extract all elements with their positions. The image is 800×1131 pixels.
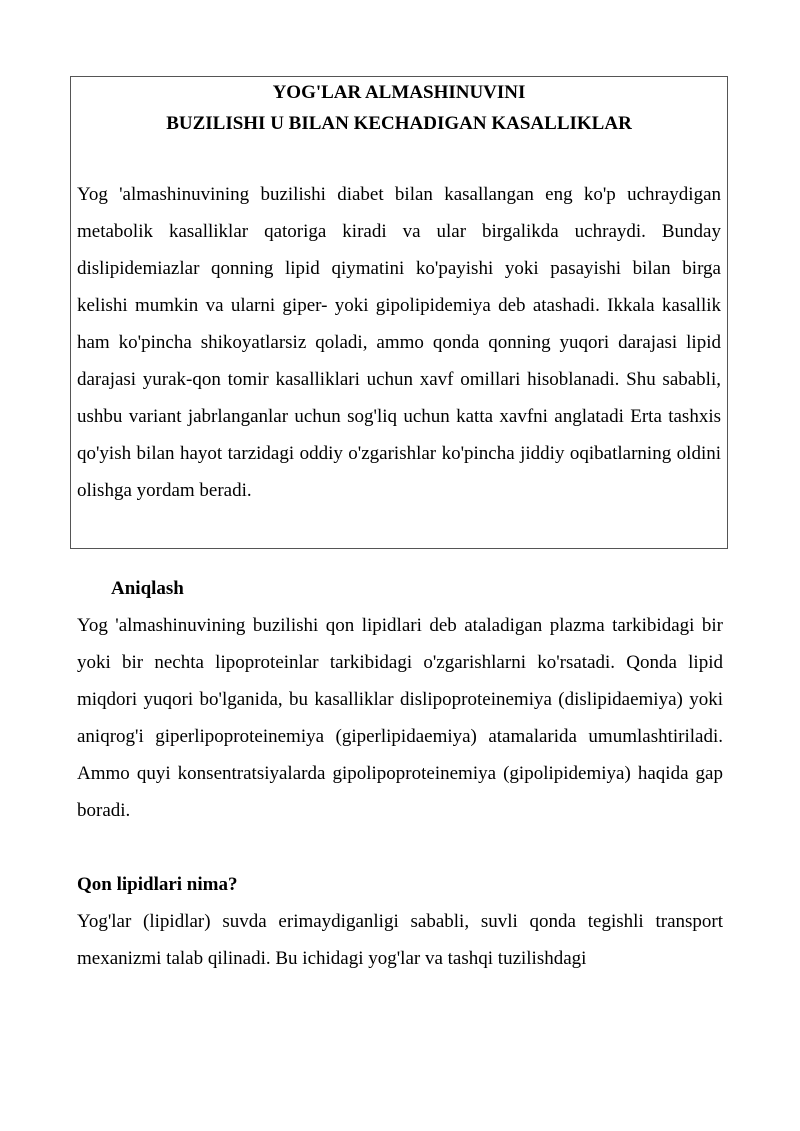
summary-paragraph: Yog 'almashinuvining buzilishi diabet bilan kasallangan eng ko'p uchraydigan metabolik kasalliklar qatoriga kiradi va ular birgalikda uchraydi. Bunday dislipidemiazlar qonning lipid qiymatini ko'payishi yoki pasayishi bilan birga kelishi mumkin va ularni giper- yoki gipolipidemiya deb atashadi. Ikkala kasallik ham ko'pincha shikoyatlarsiz qoladi, ammo qonda qonning yuqori darajasi lipid darajasi yurak-qon tomir kasalliklari uchun xavf omillari hisoblanadi. Shu sababli, ushbu variant jabrlanganlar uchun sog'liq uchun katta xavfni anglatadi Erta tashxis qo'yish bilan hayot tarzidagi oddiy o'zgarishlar ko'pincha jiddiy oqibatlarning oldini olishga yordam beradi. bbox=[77, 184, 721, 501]
document-title bbox=[77, 77, 721, 139]
definition-paragraph: Yog 'almashinuvining buzilishi qon lipidlari deb ataladigan plazma tarkibidagi bir yoki bir nechta lipoproteinlar tarkibidagi o'zgarishlarni ko'rsatadi. Qonda lipid miqdori yuqori bo'lganida, bu kasalliklar dislipoproteinemiya (dislipidaemiya) yoki aniqrog'i giperlipoproteinemiya (giperlipidaemiya) atamalarida umumlashtiriladi. Ammo quyi konsentratsiyalarda gipolipoproteinemiya (gipolipidemiya) haqida gap boradi. bbox=[77, 615, 723, 821]
paragraph-spacer bbox=[77, 829, 723, 866]
main-content bbox=[77, 570, 723, 977]
section-heading-definition: Aniqlash bbox=[111, 578, 184, 599]
blood-lipids-paragraph: Yog'lar (lipidlar) suvda erimaydiganligi sababli, suvli qonda tegishli transport mexanizmi talab qilinadi. Bu ichidagi yog'lar va tashqi tuzilishdagi bbox=[77, 911, 723, 969]
section-heading-blood-lipids: Qon lipidlari nima? bbox=[77, 874, 238, 895]
title-line-2: BUZILISHI U BILAN KECHADIGAN KASALLIKLAR bbox=[166, 113, 632, 134]
summary-box bbox=[70, 76, 728, 549]
title-line-1: YOG'LAR ALMASHINUVINI bbox=[272, 82, 526, 103]
